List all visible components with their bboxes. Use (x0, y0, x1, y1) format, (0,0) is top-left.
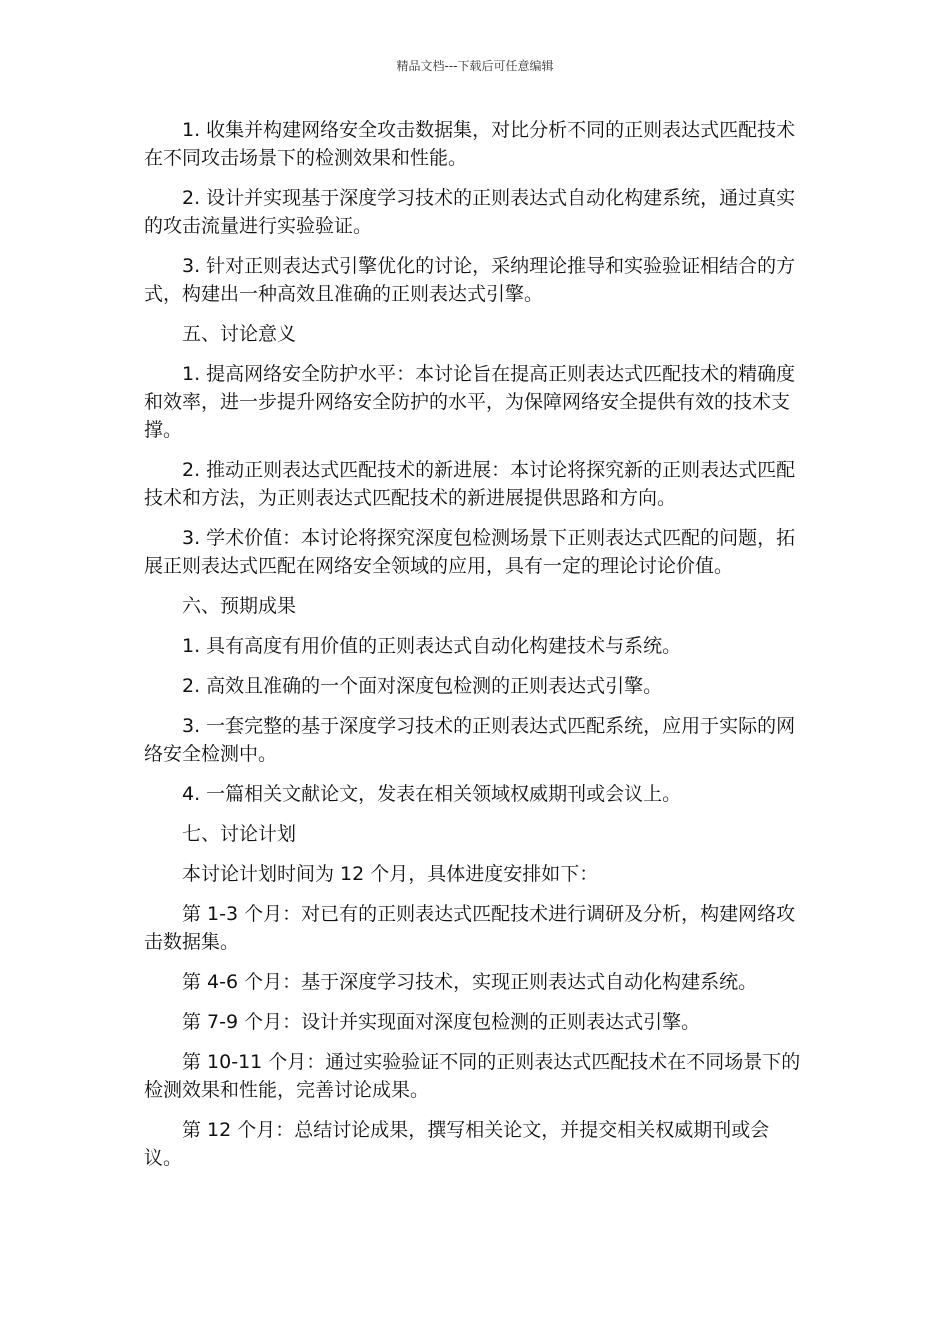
objective-item-3: 3. 针对正则表达式引擎优化的讨论，采纳理论推导和实验验证相结合的方式，构建出一种高效且准确的正则表达式引擎。 (144, 255, 796, 305)
objective-item-1: 1. 收集并构建网络安全攻击数据集，对比分析不同的正则表达式匹配技术在不同攻击场景下的检测效果和性能。 (144, 119, 796, 169)
page-header: 精品文档---下载后可任意编辑 (396, 59, 554, 73)
result-item-4: 4. 一篇相关文献论文，发表在相关领域权威期刊或会议上。 (182, 783, 682, 805)
plan-phase-3: 第 7-9 个月：设计并实现面对深度包检测的正则表达式引擎。 (182, 1011, 701, 1033)
significance-item-3: 3. 学术价值：本讨论将探究深度包检测场景下正则表达式匹配的问题，拓展正则表达式匹配在网络安全领域的应用，具有一定的理论讨论价值。 (144, 527, 796, 577)
document-body (144, 116, 806, 1184)
significance-item-1: 1. 提高网络安全防护水平：本讨论旨在提高正则表达式匹配技术的精确度和效率，进一步提升网络安全防护的水平，为保障网络安全提供有效的技术支撑。 (144, 363, 796, 441)
result-item-2: 2. 高效且准确的一个面对深度包检测的正则表达式引擎。 (182, 675, 663, 697)
result-item-1: 1. 具有高度有用价值的正则表达式自动化构建技术与系统。 (182, 635, 682, 657)
section-heading-expected-results: 六、预期成果 (182, 595, 297, 617)
plan-phase-2: 第 4-6 个月：基于深度学习技术，实现正则表达式自动化构建系统。 (182, 971, 758, 993)
plan-phase-5: 第 12 个月：总结讨论成果，撰写相关论文，并提交相关权威期刊或会议。 (144, 1119, 770, 1169)
objective-item-2: 2. 设计并实现基于深度学习技术的正则表达式自动化构建系统，通过真实的攻击流量进行实验验证。 (144, 187, 796, 237)
section-heading-significance: 五、讨论意义 (182, 323, 297, 345)
significance-item-2: 2. 推动正则表达式匹配技术的新进展：本讨论将探究新的正则表达式匹配技术和方法，为正则表达式匹配技术的新进展提供思路和方向。 (144, 459, 796, 509)
result-item-3: 3. 一套完整的基于深度学习技术的正则表达式匹配系统，应用于实际的网络安全检测中。 (144, 715, 796, 765)
plan-intro: 本讨论计划时间为 12 个月，具体进度安排如下： (182, 863, 599, 885)
plan-phase-1: 第 1-3 个月：对已有的正则表达式匹配技术进行调研及分析，构建网络攻击数据集。 (144, 903, 796, 953)
plan-phase-4: 第 10-11 个月：通过实验验证不同的正则表达式匹配技术在不同场景下的检测效果和性能，完善讨论成果。 (144, 1051, 801, 1101)
section-heading-plan: 七、讨论计划 (182, 823, 297, 845)
